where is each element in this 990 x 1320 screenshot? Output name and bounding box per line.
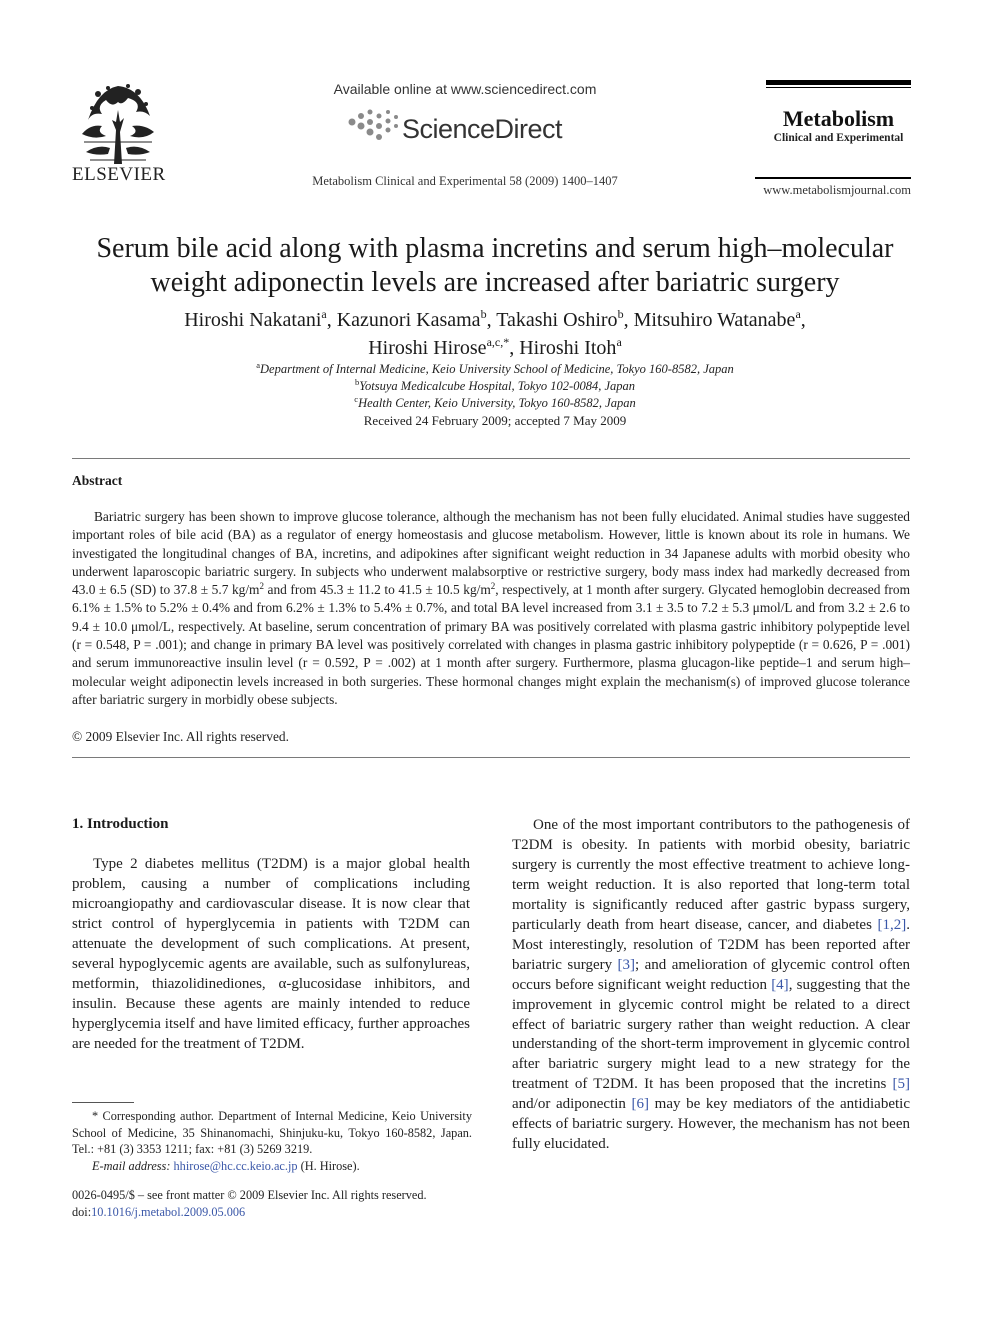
corresponding-author-footnote: * Corresponding author. Department of Internal Medicine, Keio University School of Medicine, 35 Shinanomachi, Shinjuku-ku, Tokyo 160-8582, Japan. Tel.: +81 (3) 3353 1211; fax: +81 (3) 5269 3219. E-mail address: hhirose@hc.cc.keio.ac.jp (H. Hirose). [72,1109,472,1173]
sciencedirect-banner [300,80,630,189]
abstract-text: Bariatric surgery has been shown to improve glucose tolerance, although the mechanism has not been fully elucidated. Animal studies have suggested important roles of bile acid (BA) as a regulator of energy homeostasis and glucose metabolism. However, little is known about its role in humans. We investigated the longitudinal changes of BA, incretins, and adipokines after significant weight reduction in 34 Japanese adults with morbid obesity who underwent laparoscopic bariatric surgery. In subjects who underwent malabsorptive or restrictive surgery, body mass index had markedly decreased from 43.0 ± 6.5 (SD) to 37.8 ± 5.7 $kg/m^2$ and from 45.3 ± 11.2 to 41.5 ± 10.5 $kg/m^2$, respectively, at 1 month after surgery. Glycated hemoglobin decreased from 6.1% ± 1.5% to 5.2% ± 0.4% and from 6.2% ± 1.3% to 5.4% ± 0.7%, and total BA level increased from 3.1 ± 3.5 to 7.2 ± 5.3 μmol/L and from 3.2 ± 2.6 to 9.4 ± 10.0 μmol/L, respectively. At baseline, serum concentration of primary BA was positively correlated with plasma gastric inhibitory polypeptide level (r = 0.548, P = .001); and change in primary BA level was positively correlated with changes in plasma gastric inhibitory polypeptide (r = 0.626, P = .001) and serum immunoreactive insulin level (r = 0.592, P = .002) at 1 month after surgery. Furthermore, plasma glucagon-like peptide–1 and serum high–molecular weight adiponectin levels increased in both surgeries. These hormonal changes might explain the mechanism(s) of improved glucose tolerance after bariatric surgery in morbidly obese subjects. [72,509,910,707]
author-list: Hiroshi Nakatani$^a$, Kazunori Kasama$^b$, Takashi Oshiro$^b$, Mitsuhiro Watanabe$^a$, Hiroshi Hirose$^{a,c,*}$, Hiroshi Itoh$^a$ [184,307,806,359]
author-5[interactable]: Hiroshi Hirose$^{a,c,*}$ [368,335,510,359]
intro-paragraph-left: Type 2 diabetes mellitus (T2DM) is a major global health problem, causing a number of complications including microangiopathy and cardiovascular disease. It is now clear that strict control of hyperglycemia in patients with T2DM can attenuate the development of such complications. At present, several hypoglycemic agents are available, such as sulfonylureas, metformin, thiazolidinediones, α-glucosidase inhibitors, and insulin. Because these agents are mainly intended to reduce hyperglycemia itself and have limited efficacy, further approaches are needed for the treatment of T2DM. [72,856,470,1052]
affiliation-a: $^a$Department of Internal Medicine, Keio University School of Medicine, Tokyo 160-8582, Japan [256,360,734,376]
journal-url-link[interactable]: www.metabolismjournal.com [763,183,911,197]
doi-link[interactable]: 10.1016/j.metabol.2009.05.006 [91,1205,246,1219]
journal-title: Metabolism [782,106,895,131]
author-2[interactable]: Kazunori Kasama$^b$ [336,307,487,331]
affiliation-b: $^b$Yotsuya Medicalcube Hospital, Tokyo 102-0084, Japan [354,377,636,393]
sciencedirect-brand[interactable] [300,106,630,150]
affiliation-c: $^c$Health Center, Keio University, Tokyo 160-8582, Japan [354,394,636,410]
affiliation-list [150,361,840,412]
footnote-rule [72,1102,134,1103]
journal-masthead [766,80,911,144]
citation-link-5[interactable]: [5] [892,1076,910,1093]
masthead-rule [766,80,911,85]
divider-top [72,458,910,459]
journal-citation: Metabolism Clinical and Experimental 58 (2009) 1400–1407 [312,174,618,188]
sciencedirect-wordmark: ScienceDirect [402,114,563,144]
author-3[interactable]: Takashi Oshiro$^b$ [496,307,624,331]
elsevier-logo [72,80,164,184]
author-1[interactable]: Hiroshi Nakatani$^a$ [184,307,327,331]
citation-link-1-2[interactable]: [1,2] [877,916,907,933]
citation-link-3[interactable]: [3] [617,956,636,973]
masthead-rule-thin [766,87,911,88]
masthead-bottom-rule [755,177,911,179]
publisher-wordmark: ELSEVIER [72,164,166,185]
journal-subtitle: Clinical and Experimental [773,132,904,144]
author-4[interactable]: Mitsuhiro Watanabe$^a$ [633,307,801,331]
abstract-copyright: © 2009 Elsevier Inc. All rights reserved. [72,729,289,744]
available-online-text[interactable]: Available online at www.sciencedirect.com [333,81,597,97]
divider-bottom [72,757,910,758]
citation-link-4[interactable]: [4] [771,976,789,993]
sciencedirect-dots-icon [348,108,400,148]
section-heading-introduction: 1. Introduction [72,816,169,832]
abstract-heading: Abstract [72,473,123,488]
intro-paragraph-right: One of the most important contributors to the pathogenesis of T2DM is obesity. In patients with morbid obesity, bariatric surgery is currently the most effective treatment to achieve long-term weight reduction. It is also reported that long-term total mortality is significantly reduced after gastric bypass surgery, particularly death from heart disease, cancer, and diabetes [1,2]. Most interestingly, resolution of T2DM has been reported after bariatric surgery [3]; and amelioration of glycemic control often occurs before significant weight reduction [4], suggesting that the improvement in glycemic control might be related to a direct effect of bariatric surgery rather than weight reduction. A clear understanding of the short-term improvement in glycemic control after bariatric surgery might lead to a new strategy for the treatment of T2DM. It has been proposed that the incretins [5] and/or adiponectin [6] may be key mediators of the antidiabetic effects of bariatric surgery. However, the mechanism has not been fully elucidated. [512,817,910,1153]
author-6[interactable]: Hiroshi Itoh$^a$ [519,335,622,359]
article-title: Serum bile acid along with plasma incretins and serum high–molecular weight adiponectin levels are increased after bariatric surgery [96,233,894,298]
author-email-link[interactable]: hhirose@hc.cc.keio.ac.jp [173,1158,298,1173]
front-matter-notice: 0026-0495/$ – see front matter © 2009 Elsevier Inc. All rights reserved. doi:10.1016/j.metabol.2009.05.006 [72,1188,427,1219]
received-dates: Received 24 February 2009; accepted 7 May 2009 [363,413,627,428]
elsevier-tree-icon [78,80,158,164]
citation-link-6[interactable]: [6] [631,1096,650,1113]
